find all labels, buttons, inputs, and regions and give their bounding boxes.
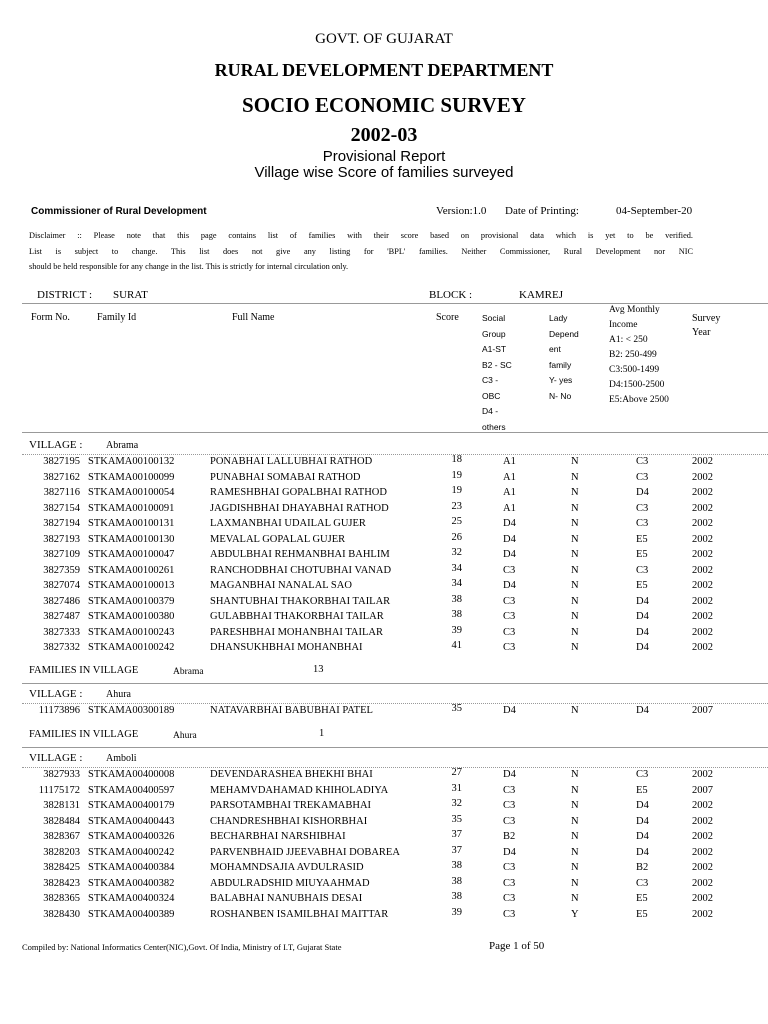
cell-lady-dependent: N xyxy=(571,893,579,904)
cell-income: D4 xyxy=(636,815,649,827)
cell-full-name: BECHARBHAI NARSHIBHAI xyxy=(210,831,346,842)
cell-lady-dependent: N xyxy=(571,595,579,607)
cell-full-name: MEHAMVDAHAMAD KHIHOLADIYA xyxy=(210,784,389,796)
table-row xyxy=(0,611,768,626)
cell-form-no: 3828423 xyxy=(43,877,80,889)
cell-survey-year: 2002 xyxy=(692,800,713,811)
cell-score: 26 xyxy=(451,531,462,543)
table-row xyxy=(0,782,768,800)
cell-survey-year: 2007 xyxy=(692,784,713,796)
cell-income: D4 xyxy=(636,626,649,638)
cell-lady-dependent: N xyxy=(571,471,579,483)
header-line: D4 - xyxy=(482,406,499,416)
cell-score: 23 xyxy=(451,500,462,512)
header-line: Avg Monthly xyxy=(609,305,660,315)
table-row xyxy=(0,562,768,580)
cell-lady-dependent: N xyxy=(571,502,579,514)
cell-form-no: 3827194 xyxy=(43,518,80,529)
cell-survey-year: 2002 xyxy=(692,564,713,576)
cell-social-group: C3 xyxy=(503,815,516,827)
cell-family-id: STKAMA00400384 xyxy=(88,862,175,873)
header-line: A1-ST xyxy=(482,344,507,354)
table-row xyxy=(0,906,768,924)
header-line: Depend xyxy=(549,328,579,339)
cell-form-no: 11175172 xyxy=(38,784,80,796)
cell-full-name: MOHAMNDSAJIA AVDULRASID xyxy=(210,862,364,873)
village-label: VILLAGE : xyxy=(29,752,83,764)
cell-full-name: PARSOTAMBHAI TREKAMABHAI xyxy=(210,800,372,811)
cell-survey-year: 2002 xyxy=(692,595,713,607)
header-line: E5:Above 2500 xyxy=(609,395,669,405)
cell-family-id: STKAMA00400389 xyxy=(88,908,175,920)
cell-family-id: STKAMA00100047 xyxy=(88,549,175,560)
cell-family-id: STKAMA00100054 xyxy=(88,487,175,498)
cell-form-no: 3827359 xyxy=(43,564,80,576)
cell-score: 38 xyxy=(451,875,462,887)
cell-full-name: RANCHODBHAI CHOTUBHAI VANAD xyxy=(210,564,392,576)
cell-lady-dependent: N xyxy=(571,642,579,653)
cell-social-group: D4 xyxy=(503,580,516,591)
cell-survey-year: 2002 xyxy=(692,456,713,467)
families-village-name: Ahura xyxy=(173,731,197,741)
cell-score: 38 xyxy=(451,860,462,871)
village-name: Amboli xyxy=(106,753,137,764)
village-name: Ahura xyxy=(106,689,131,700)
cell-survey-year: 2002 xyxy=(692,846,713,858)
cell-score: 27 xyxy=(451,767,462,778)
cell-income: C3 xyxy=(636,877,649,889)
cell-score: 39 xyxy=(451,906,462,918)
cell-social-group: B2 xyxy=(503,831,516,842)
cell-social-group: C3 xyxy=(503,862,516,873)
report-subtitle: Village wise Score of families surveyed xyxy=(254,164,514,181)
cell-score: 19 xyxy=(451,485,462,496)
table-row xyxy=(0,469,768,487)
cell-score: 32 xyxy=(451,547,462,558)
cell-survey-year: 2002 xyxy=(692,642,713,653)
cell-lady-dependent: N xyxy=(571,611,579,622)
cell-full-name: NATAVARBHAI BABUBHAI PATEL xyxy=(210,705,373,716)
cell-form-no: 3827332 xyxy=(43,642,80,653)
cell-social-group: A1 xyxy=(503,456,516,467)
table-row xyxy=(0,549,768,564)
cell-form-no: 3828484 xyxy=(43,815,80,827)
cell-income: D4 xyxy=(636,642,649,653)
cell-survey-year: 2002 xyxy=(692,626,713,638)
cell-survey-year: 2002 xyxy=(692,502,713,514)
cell-social-group: C3 xyxy=(503,784,516,796)
cell-form-no: 3827154 xyxy=(43,502,80,514)
table-row xyxy=(0,813,768,831)
table-row xyxy=(0,893,768,908)
cell-lady-dependent: N xyxy=(571,533,579,545)
header-line: Social xyxy=(482,313,506,323)
header-line: N- No xyxy=(549,390,572,401)
cell-survey-year: 2002 xyxy=(692,549,713,560)
cell-score: 34 xyxy=(451,562,462,574)
table-row xyxy=(0,642,768,657)
cell-family-id: STKAMA00100013 xyxy=(88,580,175,591)
cell-form-no: 3827486 xyxy=(43,595,80,607)
cell-lady-dependent: N xyxy=(571,564,579,576)
cell-family-id: STKAMA00100243 xyxy=(88,626,175,638)
cell-family-id: STKAMA00400242 xyxy=(88,846,175,858)
cell-family-id: STKAMA00100261 xyxy=(88,564,175,576)
disclaimer-line: Disclaimer :: Please note that this page contains list of families with their score based on provisional data which is yet to be verified. xyxy=(29,231,693,240)
col-header-social-group xyxy=(482,311,512,435)
cell-lady-dependent: N xyxy=(571,769,579,780)
cell-income: E5 xyxy=(636,580,648,591)
cell-form-no: 3828367 xyxy=(43,831,80,842)
cell-social-group: A1 xyxy=(503,502,516,514)
cell-full-name: CHANDRESHBHAI KISHORBHAI xyxy=(210,815,368,827)
survey-year: 2002-03 xyxy=(350,124,418,146)
cell-income: D4 xyxy=(636,846,649,858)
cell-form-no: 11173896 xyxy=(38,705,80,716)
cell-income: D4 xyxy=(636,800,649,811)
cell-form-no: 3827074 xyxy=(43,580,80,591)
divider xyxy=(22,767,768,768)
cell-family-id: STKAMA00400382 xyxy=(88,877,175,889)
cell-family-id: STKAMA00400597 xyxy=(88,784,175,796)
table-row xyxy=(0,875,768,893)
header-line: Income xyxy=(609,320,638,330)
cell-income: E5 xyxy=(636,533,648,545)
cell-family-id: STKAMA00100242 xyxy=(88,642,175,653)
cell-score: 35 xyxy=(451,813,462,825)
cell-score: 25 xyxy=(451,516,462,527)
cell-full-name: ABDULBHAI REHMANBHAI BAHLIM xyxy=(210,549,390,560)
header-line: Lady xyxy=(549,313,568,323)
table-row xyxy=(0,862,768,877)
cell-lady-dependent: N xyxy=(571,626,579,638)
district-name: SURAT xyxy=(113,289,148,301)
cell-income: C3 xyxy=(636,456,649,467)
village-label: VILLAGE : xyxy=(29,439,83,451)
header-line: Survey xyxy=(692,313,721,324)
cell-form-no: 3827195 xyxy=(43,456,80,467)
cell-income: E5 xyxy=(636,908,648,920)
village-label: VILLAGE : xyxy=(29,688,83,700)
cell-lady-dependent: N xyxy=(571,487,579,498)
table-row xyxy=(0,624,768,642)
cell-income: C3 xyxy=(636,769,649,780)
table-row xyxy=(0,518,768,533)
cell-form-no: 3827333 xyxy=(43,626,80,638)
cell-lady-dependent: N xyxy=(571,580,579,591)
table-row xyxy=(0,593,768,611)
cell-full-name: GULABBHAI THAKORBHAI TAILAR xyxy=(210,611,384,622)
cell-full-name: DHANSUKHBHAI MOHANBHAI xyxy=(210,642,363,653)
cell-survey-year: 2007 xyxy=(692,705,713,716)
header-line: A1: < 250 xyxy=(609,335,648,345)
district-label: DISTRICT : xyxy=(37,289,93,301)
cell-survey-year: 2002 xyxy=(692,580,713,591)
govt-title: GOVT. OF GUJARAT xyxy=(315,31,453,47)
cell-social-group: D4 xyxy=(503,705,516,716)
cell-lady-dependent: N xyxy=(571,846,579,858)
cell-full-name: ROSHANBEN ISAMILBHAI MAITTAR xyxy=(210,908,389,920)
table-row xyxy=(0,531,768,549)
cell-social-group: A1 xyxy=(503,471,516,483)
table-row xyxy=(0,487,768,502)
cell-social-group: C3 xyxy=(503,877,516,889)
block-name: KAMREJ xyxy=(519,289,564,301)
cell-social-group: C3 xyxy=(503,611,516,622)
table-row xyxy=(0,580,768,595)
families-label: FAMILIES IN VILLAGE xyxy=(29,729,139,740)
cell-score: 38 xyxy=(451,593,462,605)
cell-full-name: BALABHAI NANUBHAIS DESAI xyxy=(210,893,363,904)
cell-score: 37 xyxy=(451,844,462,856)
cell-lady-dependent: N xyxy=(571,831,579,842)
block-label: BLOCK : xyxy=(429,289,473,301)
cell-income: C3 xyxy=(636,471,649,483)
survey-title: SOCIO ECONOMIC SURVEY xyxy=(242,93,526,117)
cell-income: E5 xyxy=(636,549,648,560)
version-label: Version:1.0 xyxy=(436,205,487,217)
cell-full-name: RAMESHBHAI GOPALBHAI RATHOD xyxy=(210,487,387,498)
cell-score: 37 xyxy=(451,829,462,840)
cell-full-name: DEVENDARASHEA BHEKHI BHAI xyxy=(210,769,373,780)
cell-form-no: 3827193 xyxy=(43,533,80,545)
families-label: FAMILIES IN VILLAGE xyxy=(29,665,139,676)
disclaimer-line: should be held responsible for any change in the list. This is strictly for internal circulation only. xyxy=(29,262,349,271)
cell-family-id: STKAMA00100380 xyxy=(88,611,175,622)
cell-score: 35 xyxy=(451,703,462,714)
header-line: D4:1500-2500 xyxy=(609,380,665,390)
col-header-full-name: Full Name xyxy=(232,312,275,323)
cell-lady-dependent: N xyxy=(571,518,579,529)
cell-family-id: STKAMA00100379 xyxy=(88,595,175,607)
col-header-lady-dependent xyxy=(549,311,579,404)
cell-lady-dependent: N xyxy=(571,456,579,467)
cell-family-id: STKAMA00400008 xyxy=(88,769,175,780)
cell-full-name: MAGANBHAI NANALAL SAO xyxy=(210,580,352,591)
cell-form-no: 3827162 xyxy=(43,471,80,483)
cell-survey-year: 2002 xyxy=(692,815,713,827)
cell-social-group: C3 xyxy=(503,626,516,638)
cell-survey-year: 2002 xyxy=(692,487,713,498)
table-row xyxy=(0,844,768,862)
cell-family-id: STKAMA00100099 xyxy=(88,471,175,483)
col-header-form-no: Form No. xyxy=(31,312,70,323)
header-line: OBC xyxy=(482,390,501,401)
table-row xyxy=(0,705,768,720)
compiled-by: Compiled by: National Informatics Center(NIC),Govt. Of India, Ministry of I.T, Gujarat State xyxy=(22,942,342,952)
cell-form-no: 3828131 xyxy=(43,800,80,811)
header-line: B2 - SC xyxy=(482,359,512,370)
cell-family-id: STKAMA00400443 xyxy=(88,815,175,827)
cell-lady-dependent: N xyxy=(571,877,579,889)
cell-full-name: JAGDISHBHAI DHAYABHAI RATHOD xyxy=(210,502,389,514)
cell-survey-year: 2002 xyxy=(692,862,713,873)
disclaimer-line: List is subject to change. This list does not give any listing for 'BPL' families. Neither Commissioner, Rural Development nor NIC xyxy=(29,246,693,256)
divider xyxy=(22,747,768,748)
cell-social-group: D4 xyxy=(503,533,516,545)
cell-social-group: D4 xyxy=(503,549,516,560)
cell-income: D4 xyxy=(636,705,649,716)
table-row xyxy=(0,500,768,518)
village-name: Abrama xyxy=(106,440,139,451)
cell-survey-year: 2002 xyxy=(692,877,713,889)
cell-form-no: 3827109 xyxy=(43,549,80,560)
col-header-family-id: Family Id xyxy=(97,312,137,323)
cell-social-group: C3 xyxy=(503,564,516,576)
cell-lady-dependent: N xyxy=(571,815,579,827)
header-line: Group xyxy=(482,328,506,339)
header-line: ent xyxy=(549,344,561,354)
cell-survey-year: 2002 xyxy=(692,831,713,842)
cell-lady-dependent: N xyxy=(571,800,579,811)
cell-income: E5 xyxy=(636,893,648,904)
cell-score: 38 xyxy=(451,891,462,902)
department-title: RURAL DEVELOPMENT DEPARTMENT xyxy=(214,60,554,80)
cell-lady-dependent: N xyxy=(571,862,579,873)
cell-family-id: STKAMA00100132 xyxy=(88,456,175,467)
cell-social-group: A1 xyxy=(503,487,516,498)
header-line: C3:500-1499 xyxy=(609,365,660,375)
divider xyxy=(22,683,768,684)
cell-survey-year: 2002 xyxy=(692,471,713,483)
cell-family-id: STKAMA00400326 xyxy=(88,831,175,842)
cell-income: C3 xyxy=(636,564,649,576)
cell-full-name: PARESHBHAI MOHANBHAI TAILAR xyxy=(210,626,384,638)
cell-family-id: STKAMA00400179 xyxy=(88,800,175,811)
cell-form-no: 3828430 xyxy=(43,908,80,920)
cell-lady-dependent: N xyxy=(571,784,579,796)
cell-score: 18 xyxy=(451,454,462,465)
divider xyxy=(22,432,768,433)
cell-form-no: 3828425 xyxy=(43,862,80,873)
cell-score: 41 xyxy=(451,640,462,651)
cell-lady-dependent: N xyxy=(571,549,579,560)
col-header-survey-year xyxy=(692,312,720,340)
cell-full-name: SHANTUBHAI THAKORBHAI TAILAR xyxy=(210,595,391,607)
page-number: Page 1 of 50 xyxy=(489,940,545,952)
cell-full-name: MEVALAL GOPALAL GUJER xyxy=(210,533,346,545)
printing-date-label: Date of Printing: xyxy=(505,205,579,217)
cell-form-no: 3828203 xyxy=(43,846,80,858)
cell-income: D4 xyxy=(636,487,649,498)
cell-form-no: 3827116 xyxy=(43,487,80,498)
cell-survey-year: 2002 xyxy=(692,893,713,904)
cell-full-name: ABDULRADSHID MIUYAAHMAD xyxy=(210,877,370,889)
families-count: 13 xyxy=(313,664,324,675)
divider xyxy=(22,454,768,455)
col-header-score: Score xyxy=(436,312,459,323)
header-line: C3 - xyxy=(482,375,499,385)
families-count: 1 xyxy=(319,728,325,739)
cell-score: 19 xyxy=(451,469,462,481)
report-type: Provisional Report xyxy=(322,148,446,165)
cell-survey-year: 2002 xyxy=(692,611,713,622)
table-row xyxy=(0,456,768,471)
cell-full-name: PONABHAI LALLUBHAI RATHOD xyxy=(210,456,373,467)
cell-survey-year: 2002 xyxy=(692,533,713,545)
cell-family-id: STKAMA00300189 xyxy=(88,705,175,716)
families-village-name: Abrama xyxy=(173,667,204,677)
cell-family-id: STKAMA00400324 xyxy=(88,893,175,904)
table-row xyxy=(0,769,768,784)
header-line: Y- yes xyxy=(549,375,573,385)
cell-social-group: D4 xyxy=(503,769,516,780)
cell-family-id: STKAMA00100130 xyxy=(88,533,175,545)
cell-full-name: PARVENBHAID JJEEVABHAI DOBAREA xyxy=(210,846,400,858)
cell-score: 39 xyxy=(451,624,462,636)
cell-income: B2 xyxy=(636,862,649,873)
cell-form-no: 3827933 xyxy=(43,769,80,780)
cell-social-group: C3 xyxy=(503,908,516,920)
cell-form-no: 3828365 xyxy=(43,893,80,904)
cell-survey-year: 2002 xyxy=(692,908,713,920)
col-header-avg-income xyxy=(609,303,669,408)
cell-income: E5 xyxy=(636,784,648,796)
cell-social-group: C3 xyxy=(503,642,516,653)
printing-date: 04-September-20 xyxy=(616,205,693,217)
cell-social-group: C3 xyxy=(503,893,516,904)
cell-income: D4 xyxy=(636,831,649,842)
header-line: family xyxy=(549,359,572,370)
cell-survey-year: 2002 xyxy=(692,518,713,529)
cell-income: D4 xyxy=(636,611,649,622)
cell-family-id: STKAMA00100091 xyxy=(88,502,175,514)
cell-social-group: C3 xyxy=(503,800,516,811)
cell-social-group: D4 xyxy=(503,846,516,858)
header-line: Year xyxy=(692,327,711,338)
table-row xyxy=(0,800,768,815)
header-line: B2: 250-499 xyxy=(609,350,657,360)
cell-lady-dependent: N xyxy=(571,705,579,716)
cell-income: C3 xyxy=(636,518,649,529)
disclaimer xyxy=(29,228,693,275)
cell-score: 38 xyxy=(451,609,462,620)
cell-full-name: PUNABHAI SOMABAI RATHOD xyxy=(210,471,361,483)
cell-social-group: D4 xyxy=(503,518,516,529)
cell-family-id: STKAMA00100131 xyxy=(88,518,175,529)
commissioner-label: Commissioner of Rural Development xyxy=(31,206,207,217)
cell-survey-year: 2002 xyxy=(692,769,713,780)
cell-score: 31 xyxy=(451,782,462,794)
cell-form-no: 3827487 xyxy=(43,611,80,622)
cell-income: C3 xyxy=(636,502,649,514)
cell-score: 32 xyxy=(451,798,462,809)
cell-social-group: C3 xyxy=(503,595,516,607)
table-row xyxy=(0,831,768,846)
cell-income: D4 xyxy=(636,595,649,607)
cell-full-name: LAXMANBHAI UDAILAL GUJER xyxy=(210,518,366,529)
cell-lady-dependent: Y xyxy=(571,908,579,920)
cell-score: 34 xyxy=(451,578,462,589)
divider xyxy=(22,703,768,704)
header-line: others xyxy=(482,421,506,432)
